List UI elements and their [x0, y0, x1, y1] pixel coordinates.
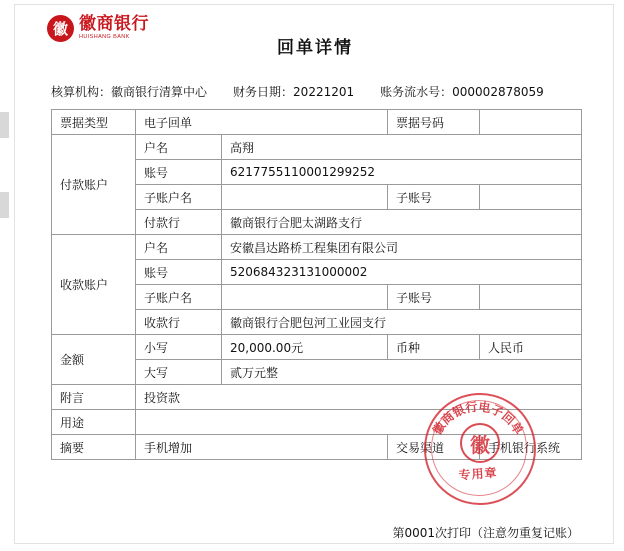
- currency-value: 人民币: [480, 335, 582, 360]
- meta-serial: [380, 83, 544, 100]
- payee-name-label: 户名: [136, 235, 222, 260]
- payer-name-value: 高翔: [222, 135, 582, 160]
- channel-value: 手机银行系统: [480, 435, 582, 460]
- receipt-sheet: [14, 4, 614, 544]
- payer-sub-account-value: [480, 185, 582, 210]
- payer-sub-name-value: [222, 185, 388, 210]
- payer-account-value: 6217755110001299252: [222, 160, 582, 185]
- payee-name-value: 安徽昌达路桥工程集团有限公司: [222, 235, 582, 260]
- purpose-value: [136, 410, 582, 435]
- payer-bank-value: 徽商银行合肥太湖路支行: [222, 210, 582, 235]
- table-row-summary: [52, 435, 582, 460]
- currency-label: 币种: [388, 335, 480, 360]
- meta-gap: [207, 83, 233, 100]
- meta-gap: [354, 83, 380, 100]
- payee-sub-account-value: [480, 285, 582, 310]
- meta-org: [51, 83, 207, 100]
- payee-bank-label: 收款行: [136, 310, 222, 335]
- meta-org-label: 核算机构：: [51, 85, 112, 99]
- meta-org-value: 徽商银行清算中心: [111, 85, 208, 99]
- summary-value: 手机增加: [136, 435, 388, 460]
- amount-digits-label: 小写: [136, 335, 222, 360]
- payer-name-label: 户名: [136, 135, 222, 160]
- payer-sub-name-label: 子账户名: [136, 185, 222, 210]
- seal-bottom-label: 专用章: [458, 465, 498, 483]
- bill-type-value: 电子回单: [136, 110, 388, 135]
- summary-label: 摘要: [52, 435, 136, 460]
- amount-digits-value: 20,000.00元: [222, 335, 388, 360]
- bank-name-cn: 徽商银行: [79, 14, 149, 35]
- bill-no-label: 票据号码: [388, 110, 480, 135]
- receipt-meta: [51, 83, 544, 100]
- meta-serial-value: 000002878059: [452, 85, 544, 99]
- amount-group-label: 金额: [52, 335, 136, 385]
- meta-date-label: 财务日期：: [233, 85, 294, 99]
- amount-words-value: 贰万元整: [222, 360, 582, 385]
- payee-sub-name-label: 子账户名: [136, 285, 222, 310]
- print-footer: 第0001次打印（注意勿重复记账）: [392, 526, 579, 540]
- bank-name-en: HUISHANG BANK: [79, 34, 130, 41]
- table-row-remark: [52, 385, 582, 410]
- amount-words-label: 大写: [136, 360, 222, 385]
- bank-logo-mark: 徽: [52, 22, 68, 38]
- receipt-header: [15, 5, 615, 65]
- payer-group-label: 付款账户: [52, 135, 136, 235]
- table-row-amount-digits: [52, 335, 582, 360]
- payee-bank-value: 徽商银行合肥包河工业园支行: [222, 310, 582, 335]
- table-row-payee-name: [52, 235, 582, 260]
- bill-no-value: [480, 110, 582, 135]
- meta-date: [233, 83, 354, 100]
- payee-account-label: 账号: [136, 260, 222, 285]
- payee-account-value: 520684323131000002: [222, 260, 582, 285]
- payer-bank-label: 付款行: [136, 210, 222, 235]
- meta-serial-label: 账务流水号：: [380, 85, 453, 99]
- bill-type-label: 票据类型: [52, 110, 136, 135]
- seal-arc-label: 徽商银行电子回单: [430, 399, 526, 438]
- payer-account-label: 账号: [136, 160, 222, 185]
- payer-sub-account-label: 子账号: [388, 185, 480, 210]
- meta-date-value: 20221201: [293, 85, 355, 99]
- payee-sub-account-label: 子账号: [388, 285, 480, 310]
- gutter-mark: [0, 192, 9, 218]
- payee-group-label: 收款账户: [52, 235, 136, 335]
- table-row-purpose: [52, 410, 582, 435]
- remark-label: 附言: [52, 385, 136, 410]
- table-row-bill-type: [52, 110, 582, 135]
- left-gutter: [0, 0, 14, 551]
- payee-sub-name-value: [222, 285, 388, 310]
- remark-value: 投资款: [136, 385, 582, 410]
- page-title: 回单详情: [277, 38, 353, 58]
- channel-label: 交易渠道: [388, 435, 480, 460]
- purpose-label: 用途: [52, 410, 136, 435]
- receipt-table: [51, 109, 582, 460]
- gutter-mark: [0, 112, 9, 138]
- table-row-payer-name: [52, 135, 582, 160]
- seal-center-mark: 徽: [460, 423, 500, 463]
